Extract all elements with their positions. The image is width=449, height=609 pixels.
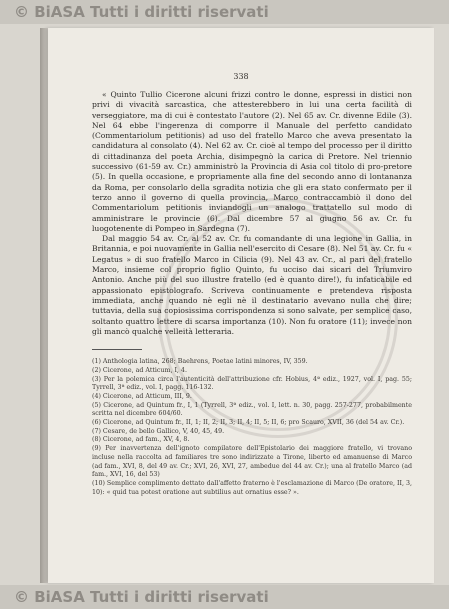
book-gutter [40, 28, 48, 583]
watermark-text-top: © BiASA Tutti i diritti riservati [14, 3, 269, 21]
page-content [92, 90, 412, 497]
footnote: (4) Cicerone, ad Atticum, III, 9. [92, 392, 192, 400]
footnote: (5) Cicerone, ad Quintum fr., I, 1 (Tyrrell, 3ª ediz., vol. I, lett. n. 30, pagg. 257-277, probabilmente scritta nel dicembre 604/60. [92, 401, 412, 418]
footnote: (6) Cicerone, ad Quintum fr., II, 1; II, 2; II, 3; II, 4; II, 5; II, 6; pro Scauro, XVII, 36 (del 54 av. Cr.). [92, 419, 405, 427]
footnote: (7) Cesare, de bello Gallico, V, 40, 45, 49. [92, 427, 225, 435]
body-paragraph-1: « Quinto Tullio Cicerone alcuni frizzi contro le donne, espressi in distici non privi di vivacità sarcastica, che attesterebbero in lui una certa facilità di verseggiatore, ma di cui è contestato l'autore (2). Nel 65 av. Cr. divenne Edile (3). Nel 64 ebbe l'ingerenza di comporre il Manuale del perfetto candidato (Commentariolum petitionis) ad uso del fratello Marco che aveva presentato la candidatura al consolato (4). Nel 62 av. Cr. cioè al tempo del processo per il diritto di cittadinanza del poeta Archia, disimpegnò la carica di Pretore. Nel triennio successivo (61-59 av. Cr.) amministrò la Provincia di Asia col titolo di pro-pretore (5). In quella occasione, e propriamente alla fine del secondo anno di lontananza da Roma, per consolarlo della sgradita notizia che gli era stato confermato per il terzo anno il governo di quella provincia, Marco contraccambiò il dono del Commentariolum petitionis inviandogli un analogo trattatello sul modo di amministrare le provincie (6). Dal dicembre 57 al giugno 56 av. Cr. fu luogotenente di Pompeo in Sardegna (7). [92, 90, 412, 233]
footnote: (8) Cicerone, ad fam., XV, 4, 8. [92, 436, 190, 444]
footnote: (9) Per inavvertenza dell'ignoto compilatore dell'Epistolario dei maggiore fratello, vi trovano incluse nella raccolta ad familiares tre sono indirizzate a Tirone, liberto ed amanuense di Marco (ad fam., XVI, 8, del 49 av. Cr.; XVI, 26, XVI, 27, ambedue del 44 av. Cr.); una al fratello Marco (ad fam., XVI, 16, del 53) [92, 445, 412, 479]
body-paragraph-2: Dal maggio 54 av. Cr. al 52 av. Cr. fu comandante di una legione in Gallia, in Britannia, e poi nuovamente in Gallia nell'esercito di Cesare (8). Nel 51 av. Cr. fu « Legatus » di suo fratello Marco in Cilicia (9). Nel 43 av. Cr., al pari del fratello Marco, insieme col proprio figlio Quinto, fu ucciso dai sicari del Triumviro Antonio. Anche più del suo illustre fratello (ed è quanto dire!), fu infaticabile ed appassionato epistolografo. Scriveva continuamente e pretendeva risposta immediata, anche quando nè egli nè il destinatario avevano nulla che dire; tuttavia, della sua copiosissima corrispondenza si sono salvate, per semplice caso, soltanto quattro lettere di scarsa importanza (10). Non fu oratore (11); invece non gli mancò qualche velleità letteraria. [92, 234, 412, 336]
watermark-text-bottom: © BiASA Tutti i diritti riservati [14, 588, 269, 606]
page-number: 338 [233, 72, 249, 81]
footnote: (2) Cicerone, ad Atticum, I, 4. [92, 366, 187, 374]
footnote: (10) Semplice complimento dettato dall'affetto fraterno è l'esclamazione di Marco (De oratore, II, 3, 10): « quid tua potest oratione aut subtilius aut ornatius esse? ». [92, 479, 412, 496]
footnote: (1) Anthologia latina, 268; Baehrens, Poetae latini minores, IV, 359. [92, 358, 308, 366]
book-page [48, 28, 434, 583]
footnote-divider [92, 349, 142, 350]
footnote: (3) Per la polemica circa l'autenticità dell'attribuzione cfr. Hobius, 4ª ediz., 1927, vol. I, pag. 55; Tyrrell, 3ª ediz., vol. I, pagg. 116-132. [92, 375, 412, 392]
watermark-banner-top [0, 0, 449, 24]
footnotes [92, 358, 412, 497]
watermark-banner-bottom [0, 585, 449, 609]
